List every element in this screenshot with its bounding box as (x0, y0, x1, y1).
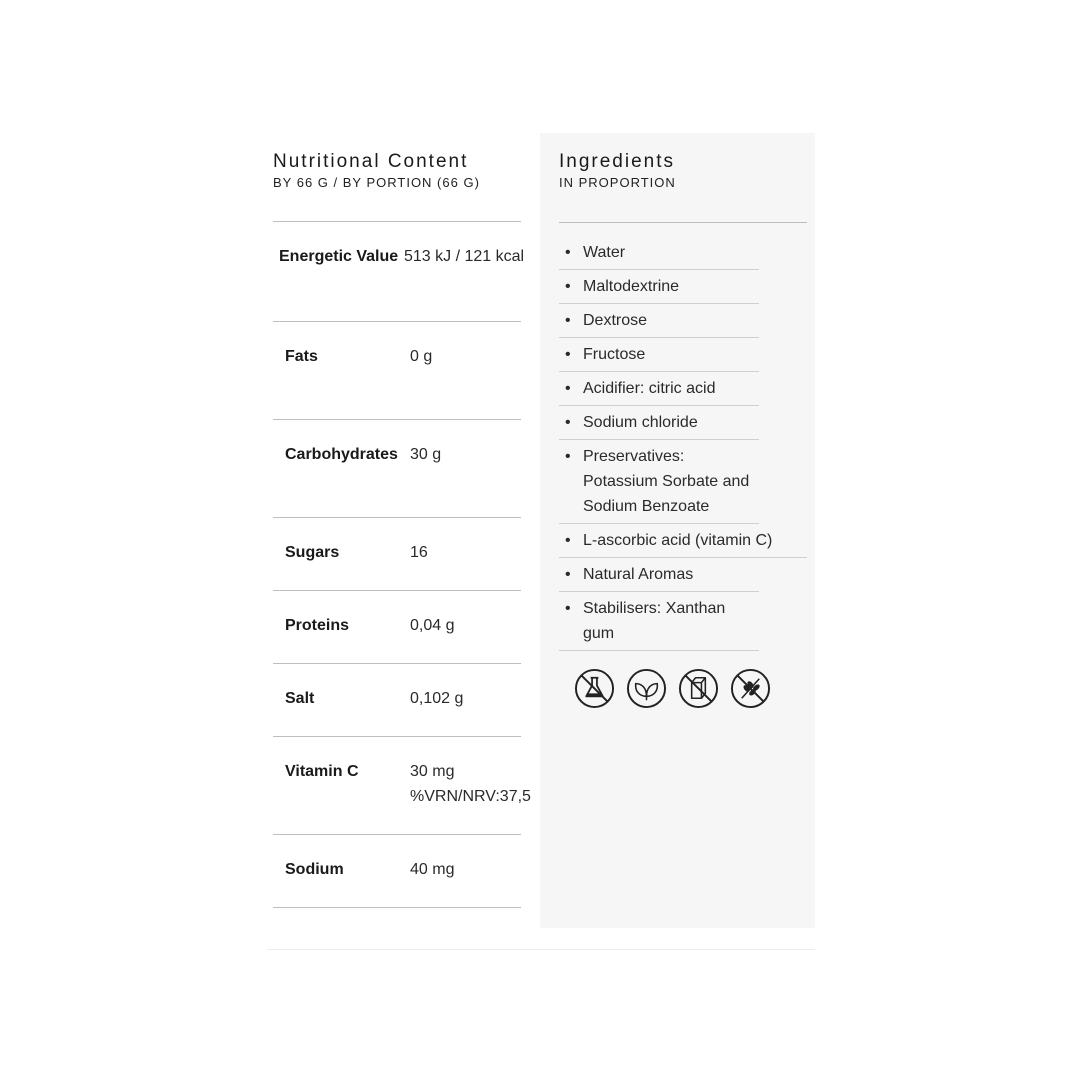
gluten-free-icon (730, 668, 771, 709)
table-row (273, 222, 525, 322)
bullet-icon: • (565, 312, 571, 329)
table-row (273, 835, 521, 908)
ingredient-text: Maltodextrine (583, 278, 680, 295)
list-item (559, 270, 759, 304)
ingredients-section (540, 133, 815, 928)
nutrient-label: Fats (285, 348, 318, 365)
table-row (273, 420, 521, 518)
table-row (273, 664, 521, 737)
nutrient-value: 40 mg (410, 861, 455, 878)
bullet-icon: • (565, 448, 571, 465)
table-row (273, 518, 521, 591)
ingredients-title: Ingredients (559, 151, 676, 172)
bullet-icon: • (565, 380, 571, 397)
nutrient-value: 0 g (410, 348, 433, 365)
bullet-icon: • (565, 532, 571, 549)
no-chemicals-icon (574, 668, 615, 709)
ingredients-list (559, 222, 807, 651)
ingredient-text: Water (583, 244, 626, 261)
nutrient-value: 30 g (410, 446, 442, 463)
ingredients-subtitle: IN PROPORTION (559, 175, 676, 190)
nutrient-value: 16 (410, 544, 428, 561)
nutrient-label: Energetic Value (279, 248, 399, 265)
list-item (559, 304, 759, 338)
ingredient-text: L-ascorbic acid (vitamin C) (583, 532, 773, 549)
ingredient-text: Preservatives: Potassium Sorbate and Sodium Benzoate (583, 448, 750, 515)
ingredient-text: Natural Aromas (583, 566, 694, 583)
ingredient-text: Dextrose (583, 312, 648, 329)
table-row (273, 591, 521, 664)
bullet-icon: • (565, 414, 571, 431)
nutrition-subtitle: BY 66 G / BY PORTION (66 G) (273, 175, 480, 190)
bullet-icon: • (565, 600, 571, 617)
nutrient-value: 0,04 g (410, 617, 455, 634)
badge-icons (574, 668, 771, 709)
nutrient-value: 0,102 g (410, 690, 464, 707)
table-row (273, 322, 521, 420)
list-item (559, 338, 759, 372)
product-info-panel (267, 133, 815, 928)
list-item (559, 558, 759, 592)
nutrient-label: Proteins (285, 617, 350, 634)
ingredient-text: Fructose (583, 346, 646, 363)
ingredient-text: Acidifier: citric acid (583, 380, 716, 397)
bullet-icon: • (565, 346, 571, 363)
divider (267, 949, 815, 950)
bullet-icon: • (565, 566, 571, 583)
vegan-leaf-icon (626, 668, 667, 709)
nutrient-label: Sodium (285, 861, 344, 878)
ingredient-text: Stabilisers: Xanthan gum (583, 600, 726, 642)
bullet-icon: • (565, 244, 571, 261)
nutrition-title: Nutritional Content (273, 151, 469, 172)
nutrient-value: 30 mg %VRN/NRV:37,5 (410, 763, 531, 805)
list-item (559, 236, 759, 270)
nutrient-label: Carbohydrates (285, 446, 398, 463)
table-row (273, 737, 531, 835)
nutrition-table (273, 221, 531, 908)
nutrient-label: Sugars (285, 544, 340, 561)
nutrient-label: Salt (285, 690, 315, 707)
list-item (559, 524, 807, 558)
ingredient-text: Sodium chloride (583, 414, 698, 431)
list-item (559, 372, 759, 406)
bullet-icon: • (565, 278, 571, 295)
nutrient-label: Vitamin C (285, 763, 359, 780)
list-item (559, 592, 759, 651)
list-item (559, 406, 759, 440)
nutrient-value: 513 kJ / 121 kcal (404, 248, 525, 265)
no-lactose-icon (678, 668, 719, 709)
list-item (559, 440, 759, 524)
